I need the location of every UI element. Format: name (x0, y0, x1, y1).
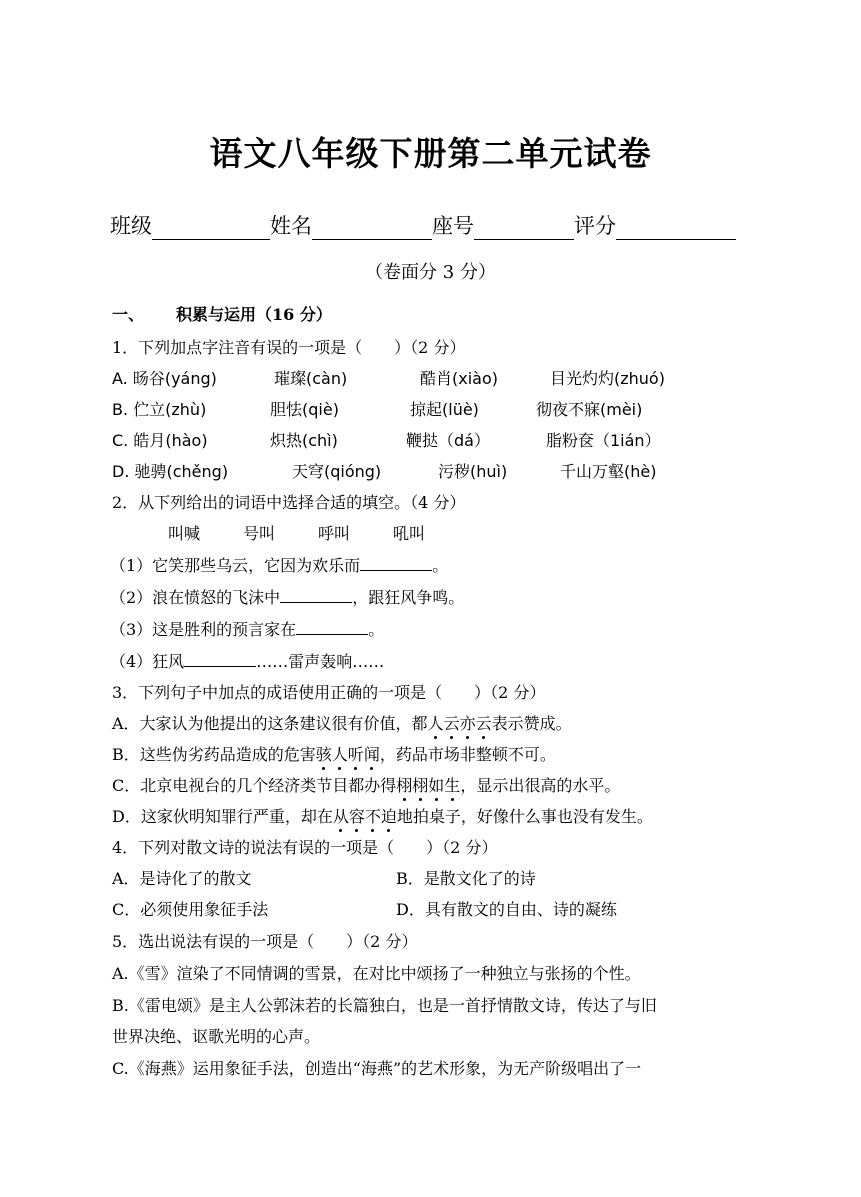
q5-option-a: A.《雪》渲染了不同情调的雪景，在对比中颂扬了一种独立与张扬的个性。 (112, 964, 641, 983)
dotted-char: 骇 (316, 742, 332, 765)
score-field[interactable] (616, 219, 736, 240)
page-title: 语文八年级下册第二单元试卷 (209, 134, 652, 173)
q3-option-d (112, 804, 653, 827)
q1-d-2: 天穹(qióng) (292, 462, 382, 481)
q3-a-idiom (428, 714, 492, 733)
score-note: （卷面分 3 分） (365, 262, 496, 283)
q3-b-idiom (316, 745, 380, 764)
q2-sentence-1 (110, 553, 448, 576)
q1-a-1: A. 旸谷(yáng) (112, 369, 217, 388)
q2-s1-text: （1）它笑那些乌云，它因为欢乐而 (110, 556, 361, 575)
q1-option-a (112, 366, 665, 389)
section-heading (112, 302, 332, 325)
q1-c-3: 鞭挞（dá） (406, 431, 490, 450)
dotted-char: 人 (332, 742, 348, 765)
q2-sentence-2 (110, 585, 464, 608)
q1-a-2: 璀璨(càn) (274, 369, 348, 388)
q2-stem: 2．从下列给出的词语中选择合适的填空。（4 分） (112, 493, 466, 512)
q3-option-b (112, 742, 556, 765)
section-number: 一、 (112, 305, 145, 324)
q2-s2-blank[interactable] (280, 586, 352, 603)
q4-row-1 (112, 866, 536, 889)
q1-c-1: C. 皓月(hào) (112, 431, 208, 450)
dotted-char: 闻 (364, 742, 380, 765)
q3-option-c (112, 773, 620, 796)
score-label: 评分 (574, 214, 616, 238)
dotted-char: 从 (333, 804, 349, 827)
q1-a-3: 酷肖(xiào) (420, 369, 498, 388)
dotted-char: 云 (444, 711, 460, 734)
dotted-char: 栩 (396, 773, 412, 796)
q5-stem: 5．选出说法有误的一项是（ ）（2 分） (112, 932, 418, 951)
section-title: 积累与运用（16 分） (176, 305, 332, 324)
dotted-char: 生 (444, 773, 460, 796)
q2-s4-blank[interactable] (184, 650, 256, 667)
q2-s1-end: 。 (432, 556, 449, 575)
q3-stem: 3．下列句子中加点的成语使用正确的一项是（ ）（2 分） (112, 683, 546, 702)
class-field[interactable] (152, 219, 270, 240)
name-field[interactable] (312, 219, 432, 240)
q4-row-2 (112, 897, 617, 920)
q2-s1-blank[interactable] (360, 554, 432, 571)
q1-d-3: 污秽(huì) (438, 462, 508, 481)
name-label: 姓名 (270, 214, 312, 238)
q2-s2-text: （2）浪在愤怒的飞沫中 (110, 588, 281, 607)
dotted-char: 容 (349, 804, 365, 827)
q1-d-1: D. 驰骋(chěng) (112, 462, 229, 481)
q3-b-text: B．这些伪劣药品造成的危害 (112, 745, 316, 764)
dotted-char: 亦 (460, 711, 476, 734)
q2-word: 呼叫 (318, 524, 351, 543)
q1-a-4: 目光灼灼(zhuó) (550, 369, 665, 388)
q2-word: 叫喊 (168, 524, 201, 543)
q2-s3-text: （3）这是胜利的预言家在 (110, 620, 297, 639)
q2-s3-blank[interactable] (296, 618, 368, 635)
q3-b-end: ，药品市场非整顿不可。 (379, 745, 556, 764)
q3-option-a (112, 711, 572, 734)
q1-b-4: 彻夜不寐(mèi) (536, 400, 643, 419)
q1-b-1: B. 伫立(zhù) (112, 400, 207, 419)
q2-s2-end: ，跟狂风争鸣。 (352, 588, 465, 607)
q4-option-d: D．具有散文的自由、诗的凝练 (396, 900, 617, 919)
seat-field[interactable] (474, 219, 574, 240)
q2-sentence-4 (110, 649, 384, 672)
q2-s4-end: ……雷声轰响…… (256, 652, 385, 671)
q1-option-b (112, 397, 642, 420)
q1-c-2: 炽热(chì) (270, 431, 338, 450)
q3-a-end: 表示赞成。 (491, 714, 572, 733)
q5-option-b-line1: B.《雷电颂》是主人公郭沫若的长篇独白，也是一首抒情散文诗，传达了与旧 (112, 996, 657, 1015)
q3-c-text: C．北京电视台的几个经济类节目都办得 (112, 776, 397, 795)
q4-stem: 4．下列对散文诗的说法有误的一项是（ ）（2 分） (112, 838, 498, 857)
dotted-char: 云 (476, 711, 492, 734)
dotted-char: 如 (428, 773, 444, 796)
class-label: 班级 (110, 214, 152, 238)
q1-b-2: 胆怯(qiè) (270, 400, 339, 419)
q3-d-idiom (333, 807, 397, 826)
q3-d-text: D．这家伙明知罪行严重，却在 (112, 807, 333, 826)
q3-a-text: A．大家认为他提出的这条建议很有价值，都 (112, 714, 428, 733)
q5-option-b-line2: 世界决绝、讴歌光明的心声。 (112, 1027, 321, 1046)
q4-option-b: B．是散文化了的诗 (396, 869, 536, 888)
dotted-char: 听 (348, 742, 364, 765)
q2-word-bank (168, 521, 468, 544)
dotted-char: 人 (428, 711, 444, 734)
dotted-char: 不 (365, 804, 381, 827)
q2-word: 号叫 (243, 524, 276, 543)
q1-b-3: 掠起(lüè) (410, 400, 479, 419)
dotted-char: 迫 (381, 804, 397, 827)
q1-option-c (112, 428, 661, 451)
q3-d-end: 地拍桌子，好像什么事也没有发生。 (396, 807, 653, 826)
q1-stem: 1．下列加点字注音有误的一项是（ ）（2 分） (112, 338, 466, 357)
q4-option-a: A．是诗化了的散文 (112, 869, 252, 888)
q2-sentence-3 (110, 617, 384, 640)
q3-c-end: ，显示出很高的水平。 (460, 776, 621, 795)
q3-c-idiom (396, 776, 460, 795)
seat-label: 座号 (432, 214, 474, 238)
student-info-row (110, 210, 736, 240)
q2-word: 吼叫 (393, 524, 426, 543)
q1-d-4: 千山万壑(hè) (560, 462, 657, 481)
dotted-char: 栩 (412, 773, 428, 796)
q2-s4-text: （4）狂风 (110, 652, 185, 671)
q4-option-c: C．必须使用象征手法 (112, 900, 269, 919)
q2-s3-end: 。 (368, 620, 385, 639)
q1-c-4: 脂粉奁（1ián） (546, 431, 661, 450)
q1-option-d (112, 459, 656, 482)
q5-option-c-line1: C.《海燕》运用象征手法，创造出“海燕”的艺术形象，为无产阶级唱出了一 (112, 1059, 642, 1078)
